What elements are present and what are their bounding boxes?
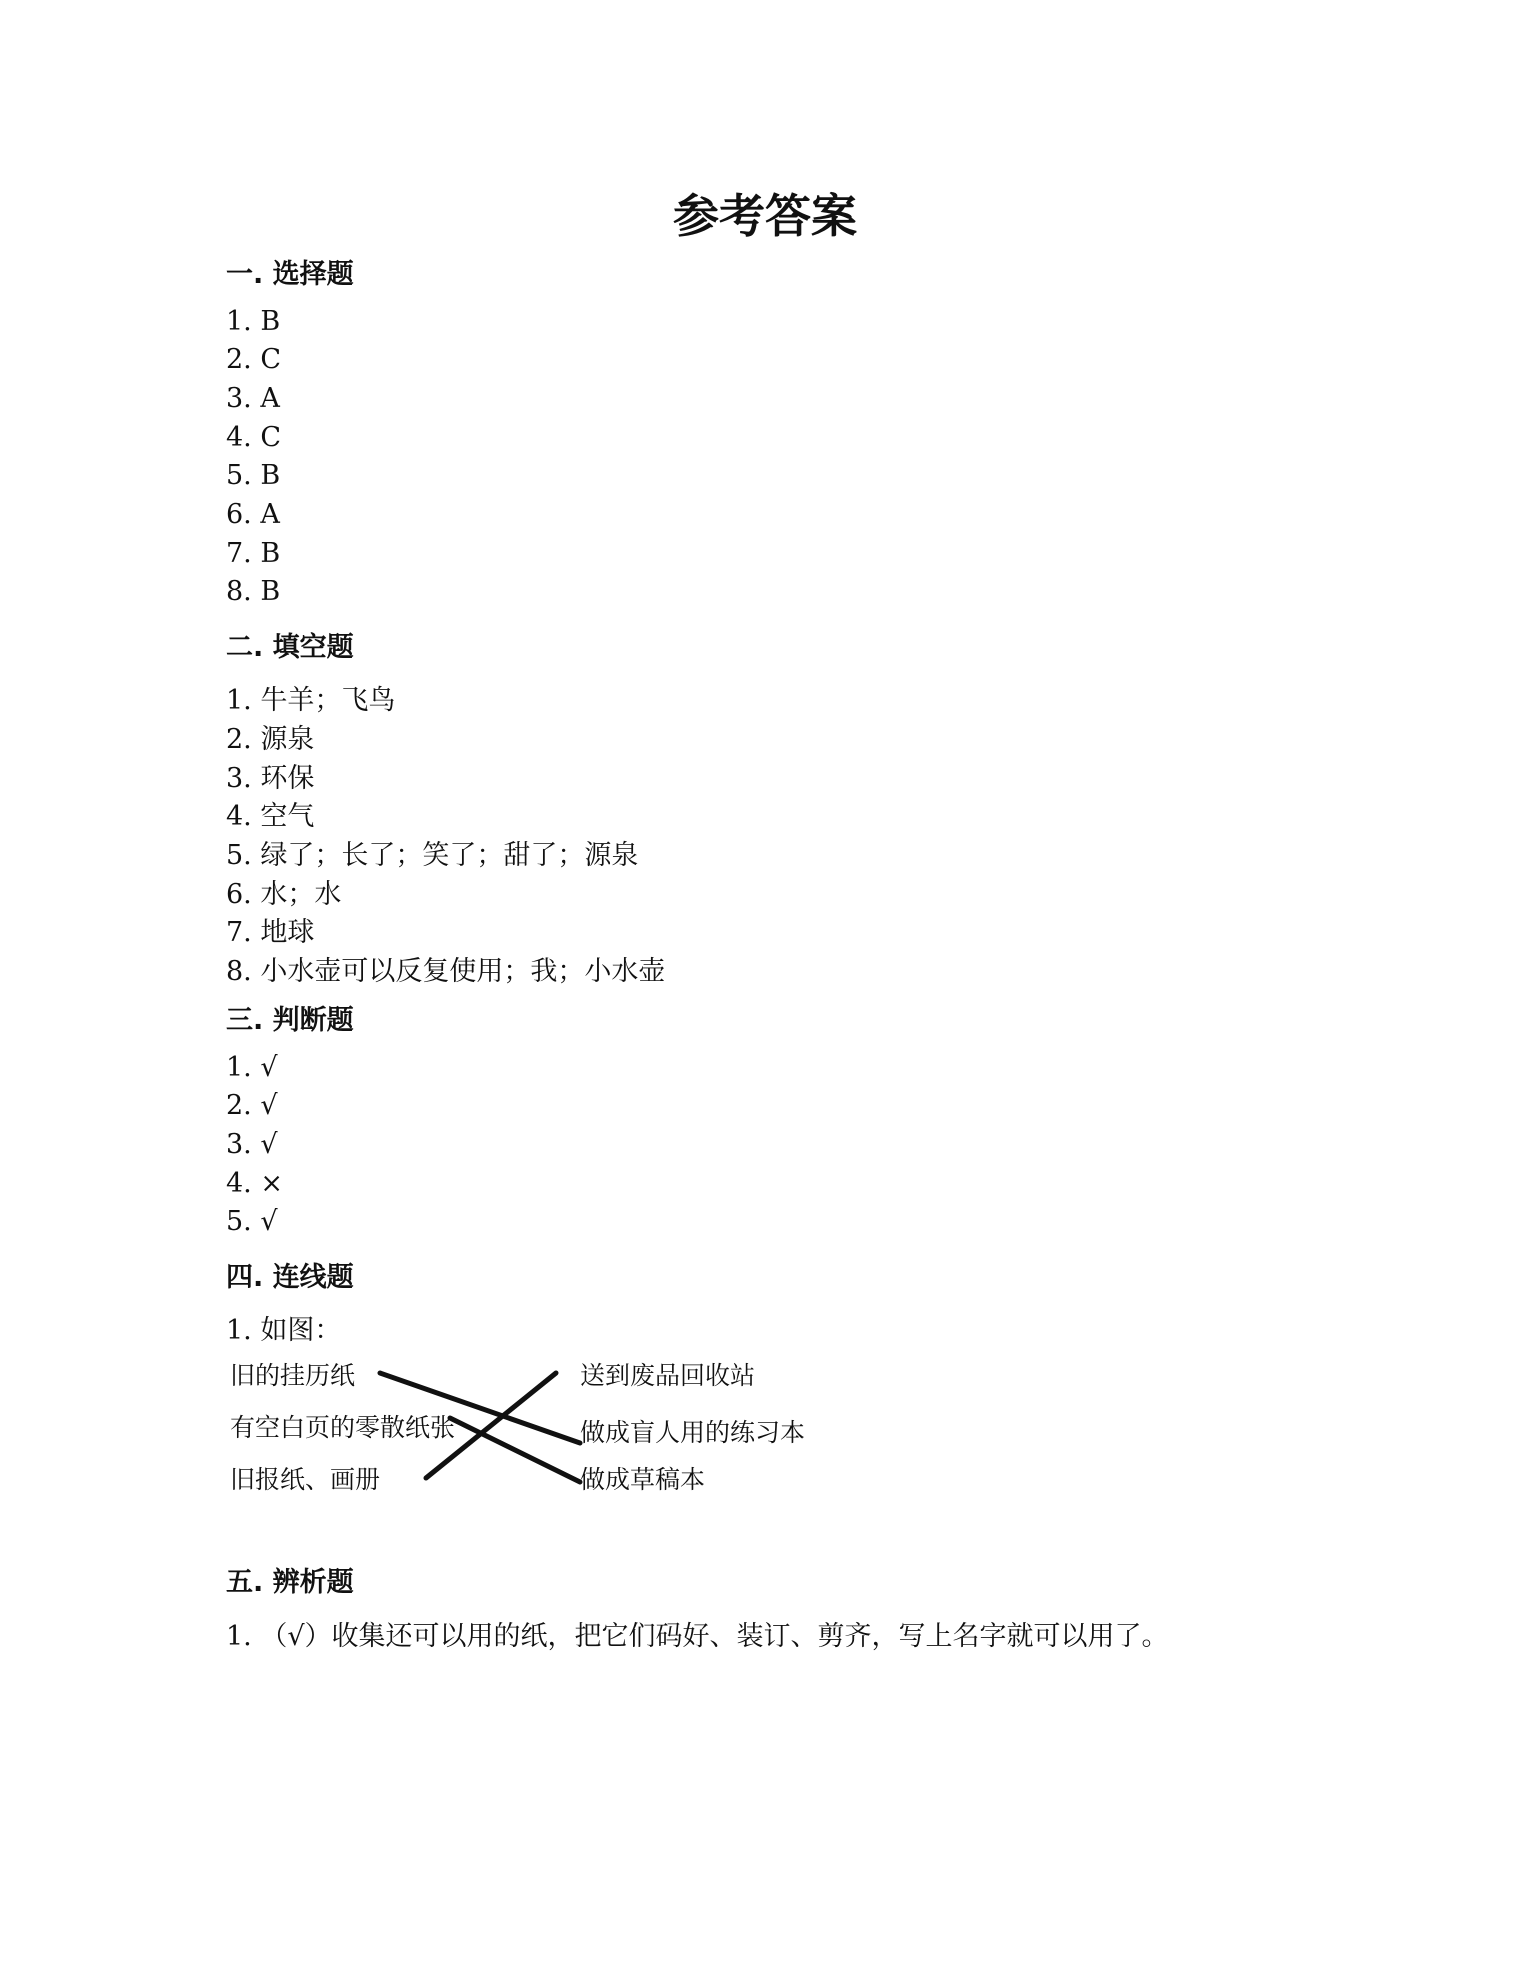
answer-item: 8. 小水壶可以反复使用；我；小水壶: [226, 956, 666, 987]
answer-item: 7. B: [226, 538, 281, 569]
matching-diagram: [226, 1346, 846, 1502]
answer-item: 3. A: [226, 383, 280, 414]
match-right-item: 送到废品回收站: [580, 1361, 756, 1390]
answer-item: 3. √: [226, 1129, 278, 1160]
answer-item: 4. C: [226, 422, 282, 453]
answer-item: 5. 绿了；长了；笑了；甜了；源泉: [226, 840, 639, 871]
section-heading-choice: 一. 选择题: [226, 259, 354, 290]
match-left-item: 旧的挂历纸: [230, 1361, 356, 1390]
match-left-item: 有空白页的零散纸张: [230, 1413, 456, 1442]
answer-item: 1. B: [226, 306, 281, 337]
match-right-item: 做成草稿本: [580, 1465, 706, 1494]
match-line-2: [450, 1418, 580, 1482]
page-title: 参考答案: [673, 189, 857, 243]
answer-item: 7. 地球: [226, 917, 315, 948]
answer-item: 8. B: [226, 576, 281, 607]
answer-item: 5. √: [226, 1206, 278, 1237]
answer-item: 3. 环保: [226, 763, 315, 794]
answer-item: 5. B: [226, 460, 281, 491]
answer-item: 6. 水；水: [226, 879, 342, 910]
answer-item: 4. ×: [226, 1168, 283, 1199]
match-left-item: 旧报纸、画册: [230, 1465, 381, 1494]
answer-item: 2. 源泉: [226, 724, 315, 755]
match-right-item: 做成盲人用的练习本: [580, 1418, 806, 1447]
section-heading-fill: 二. 填空题: [226, 632, 354, 663]
answer-item: 1. √: [226, 1052, 278, 1083]
answer-item: 2. √: [226, 1090, 278, 1121]
section-heading-match: 四. 连线题: [226, 1262, 354, 1293]
answer-item: 2. C: [226, 344, 282, 375]
section-heading-judge: 三. 判断题: [226, 1005, 354, 1036]
answer-item: 1. 牛羊；飞鸟: [226, 685, 396, 716]
answer-item: 6. A: [226, 499, 280, 530]
answer-item: 1. 如图：: [226, 1315, 342, 1346]
answer-item: 4. 空气: [226, 801, 315, 832]
section-heading-analysis: 五. 辨析题: [226, 1567, 354, 1598]
answer-item: 1. （√）收集还可以用的纸，把它们码好、装订、剪齐，写上名字就可以用了。: [226, 1621, 1169, 1652]
